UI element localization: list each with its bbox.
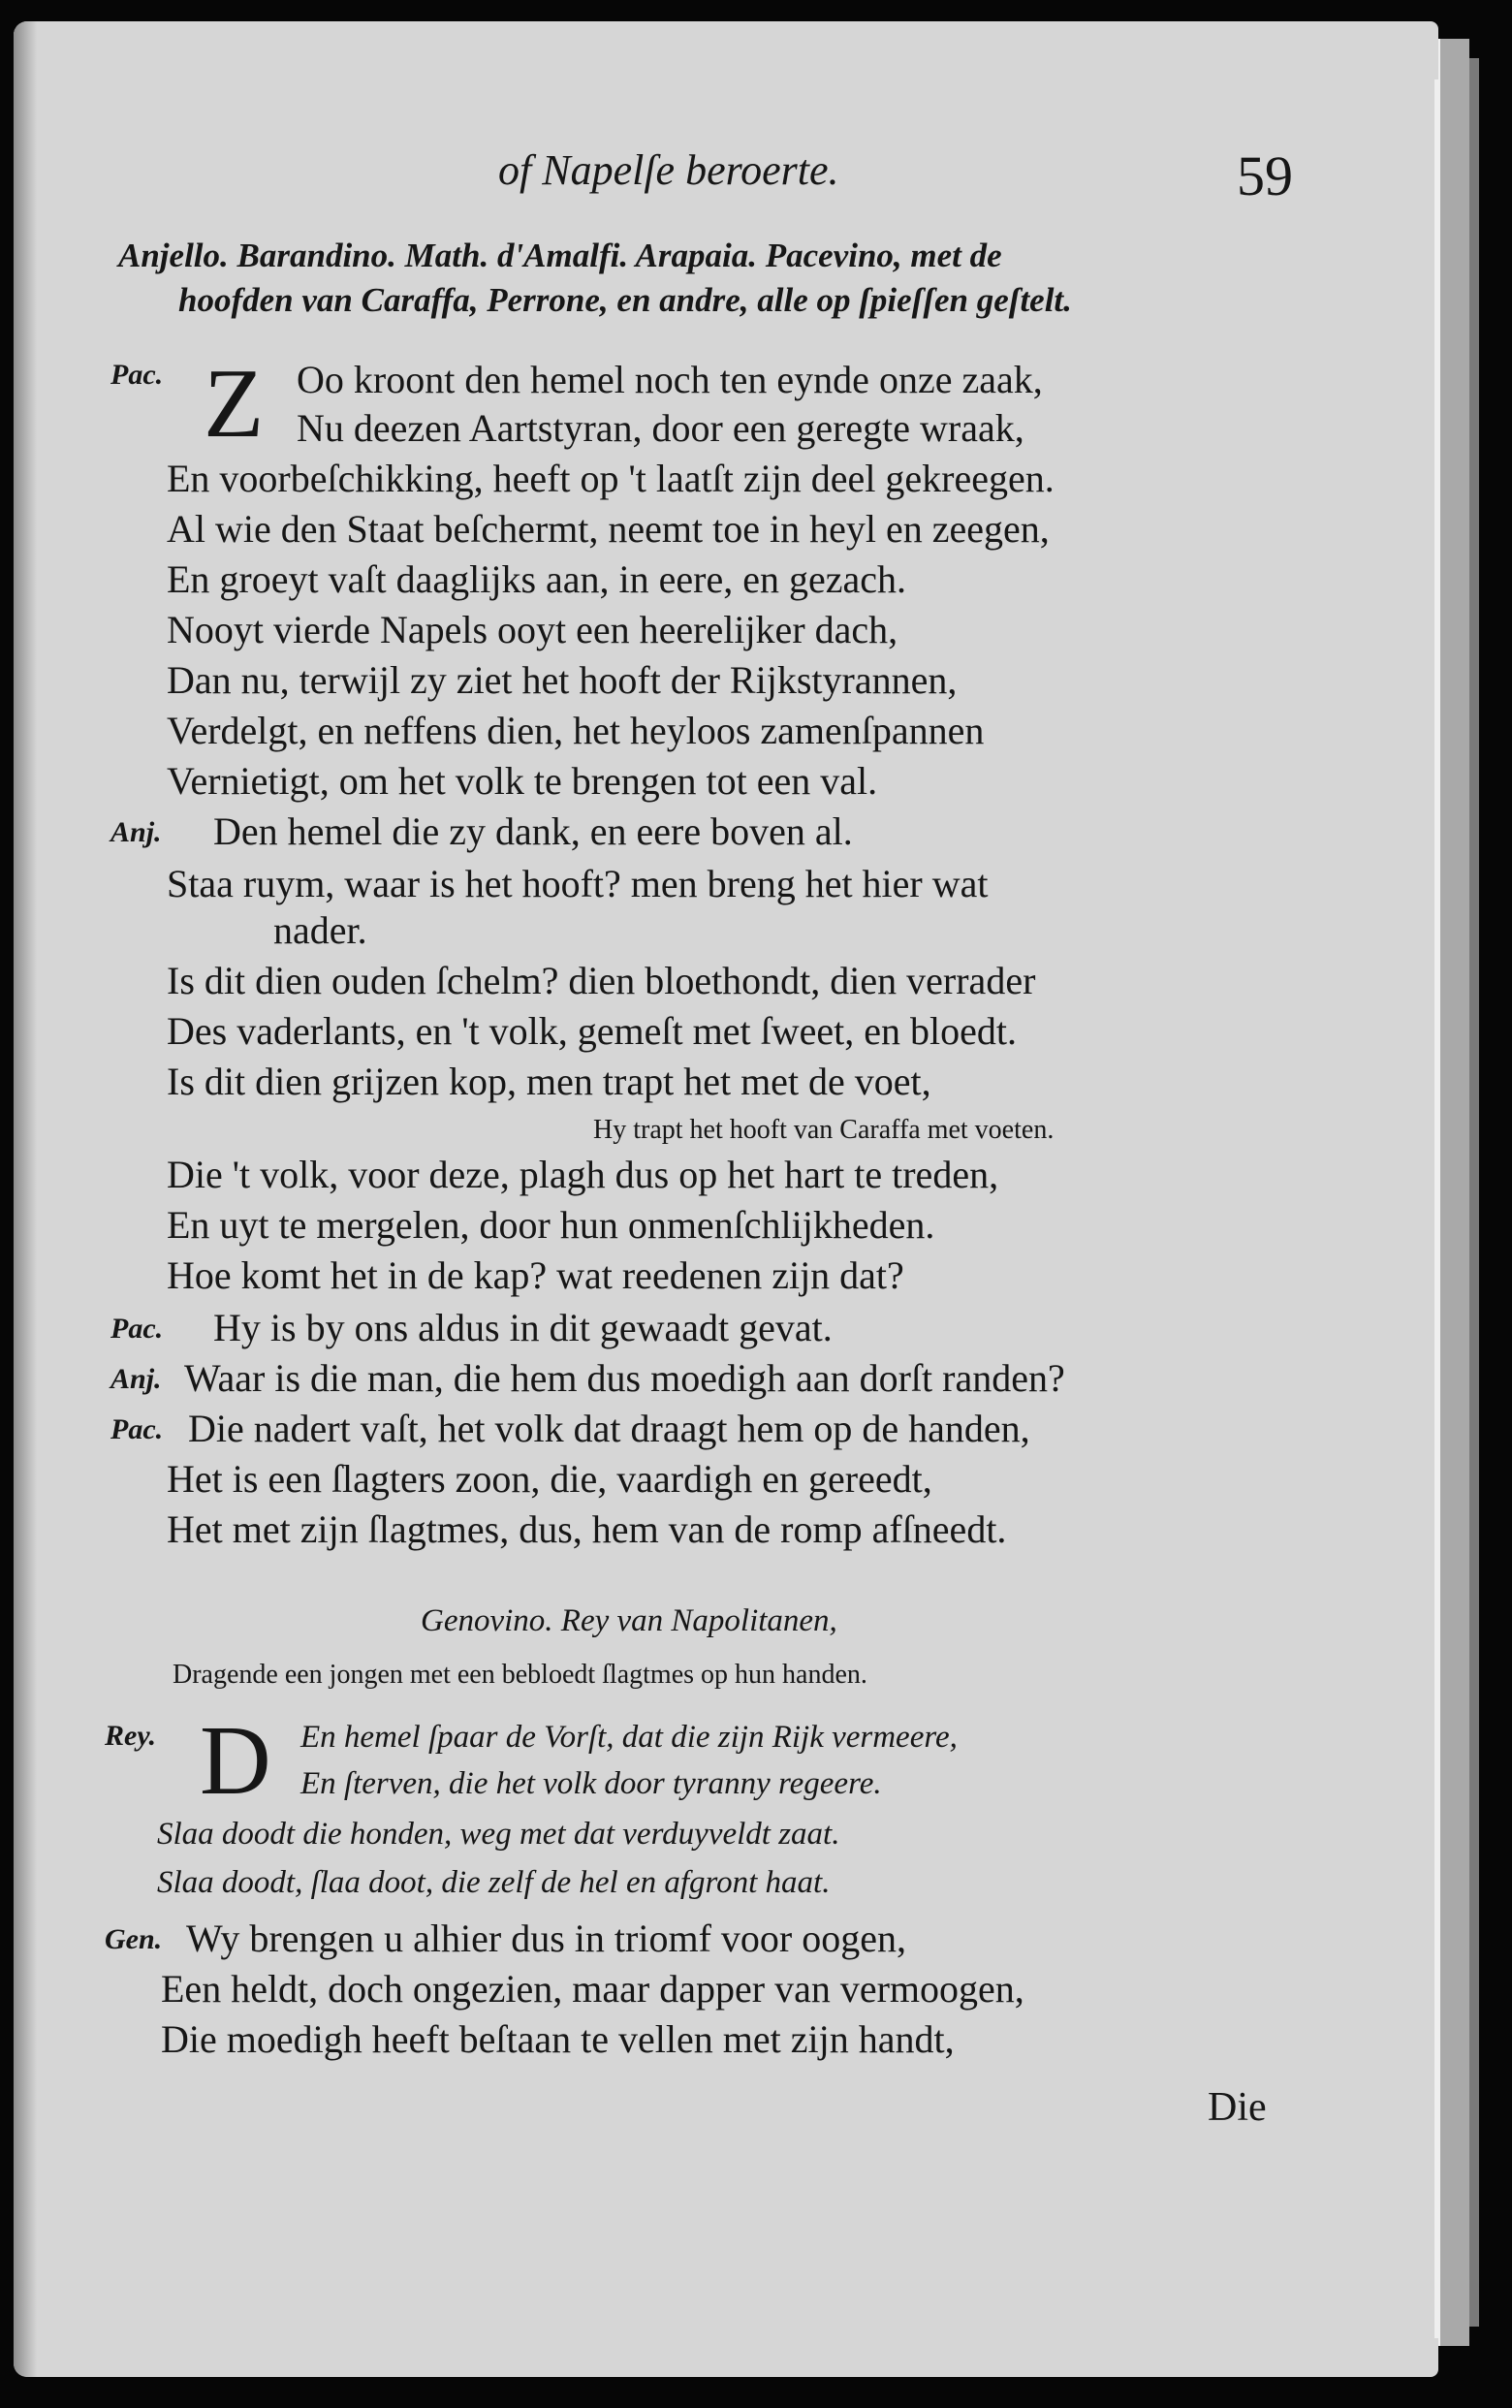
speaker-label: Anj. [110, 816, 162, 848]
verse-line: Een heldt, doch ongezien, maar dapper van vermoogen, [161, 1967, 1024, 2011]
verse-line: Nooyt vierde Napels ooyt een heerelijker dach, [167, 608, 898, 651]
verse-line: Slaa doodt, ſlaa doot, die zelf de hel en afgront haat. [157, 1865, 831, 1900]
verse-line: Die nadert vaſt, het volk dat draagt hem op de handen, [188, 1407, 1030, 1450]
speaker-label: Gen. [105, 1923, 163, 1955]
verse-line: Waar is die man, die hem dus moedigh aan dorſt randen? [184, 1356, 1065, 1400]
verse-line: Oo kroont den hemel noch ten eynde onze zaak, [297, 358, 1043, 401]
scene-heading: Genovino. Rey van Napolitanen, [421, 1603, 837, 1638]
page-gutter [14, 21, 37, 2377]
catchword: Die [1208, 2085, 1267, 2130]
verse-line: Des vaderlants, en 't volk, gemeſt met ſweet, en bloedt. [167, 1009, 1017, 1053]
verse-line: nader. [273, 908, 367, 952]
verse-line: En uyt te mergelen, door hun onmenſchlijkheden. [167, 1203, 935, 1247]
drop-cap: Z [204, 349, 265, 459]
stage-direction: Dragende een jongen met een bebloedt ſlagtmes op hun handen. [173, 1660, 867, 1690]
verse-line: Die 't volk, voor deze, plagh dus op het hart te treden, [167, 1153, 999, 1196]
verse-line: Nu deezen Aartstyran, door een geregte wraak, [297, 406, 1024, 450]
verse-line: En hemel ſpaar de Vorſt, dat die zijn Rijk vermeere, [300, 1720, 958, 1755]
verse-line: Den hemel die zy dank, en eere boven al. [213, 809, 853, 853]
verse-line: En ſterven, die het volk door tyranny regeere. [300, 1766, 882, 1801]
verse-line: Hoe komt het in de kap? wat reedenen zijn dat? [167, 1253, 904, 1297]
page-number: 59 [1237, 144, 1293, 207]
cast-heading-line-2: hoofden van Caraffa, Perrone, en andre, alle op ſpieſſen geſtelt. [178, 281, 1072, 319]
verse-line: Dan nu, terwijl zy ziet het hooft der Rijkstyrannen, [167, 658, 958, 702]
speaker-label: Rey. [105, 1720, 157, 1752]
verse-line: En voorbeſchikking, heeft op 't laatſt zijn deel gekreegen. [167, 457, 1055, 500]
cast-heading-line-1: Anjello. Barandino. Math. d'Amalfi. Arapaia. Pacevino, met de [118, 237, 1002, 274]
page-edge [1438, 39, 1469, 2346]
page-edge-shadow [1469, 58, 1479, 2327]
verse-line: Slaa doodt die honden, weg met dat verduyveldt zaat. [157, 1817, 840, 1852]
verse-line: Vernietigt, om het volk te brengen tot een val. [167, 759, 878, 803]
book-page [14, 21, 1438, 2377]
verse-line: Staa ruym, waar is het hooft? men breng het hier wat [167, 862, 989, 905]
speaker-label: Pac. [110, 1413, 164, 1445]
speaker-label: Pac. [110, 1313, 164, 1345]
verse-line: Het is een ſlagters zoon, die, vaardigh en gereedt, [167, 1457, 932, 1501]
verse-line: Het met zijn ſlagtmes, dus, hem van de romp afſneedt. [167, 1507, 1007, 1551]
stage-direction: Hy trapt het hooft van Caraffa met voeten. [593, 1115, 1055, 1145]
verse-line: Die moedigh heeft beſtaan te vellen met zijn handt, [161, 2017, 955, 2061]
page-edge-highlight [1434, 79, 1438, 2338]
speaker-label: Anj. [110, 1363, 162, 1395]
verse-line: Al wie den Staat beſchermt, neemt toe in heyl en zeegen, [167, 507, 1050, 551]
running-title: of Napelſe beroerte. [498, 146, 839, 194]
verse-line: En groeyt vaſt daaglijks aan, in eere, en gezach. [167, 557, 906, 601]
speaker-label: Pac. [110, 359, 164, 391]
verse-line: Hy is by ons aldus in dit gewaadt gevat. [213, 1306, 833, 1349]
drop-cap: D [200, 1706, 271, 1816]
verse-line: Is dit dien grijzen kop, men trapt het met de voet, [167, 1060, 931, 1103]
verse-line: Wy brengen u alhier dus in triomf voor oogen, [186, 1917, 906, 1960]
verse-line: Is dit dien ouden ſchelm? dien bloethondt, dien verrader [167, 959, 1036, 1002]
verse-line: Verdelgt, en neffens dien, het heyloos zamenſpannen [167, 709, 985, 752]
